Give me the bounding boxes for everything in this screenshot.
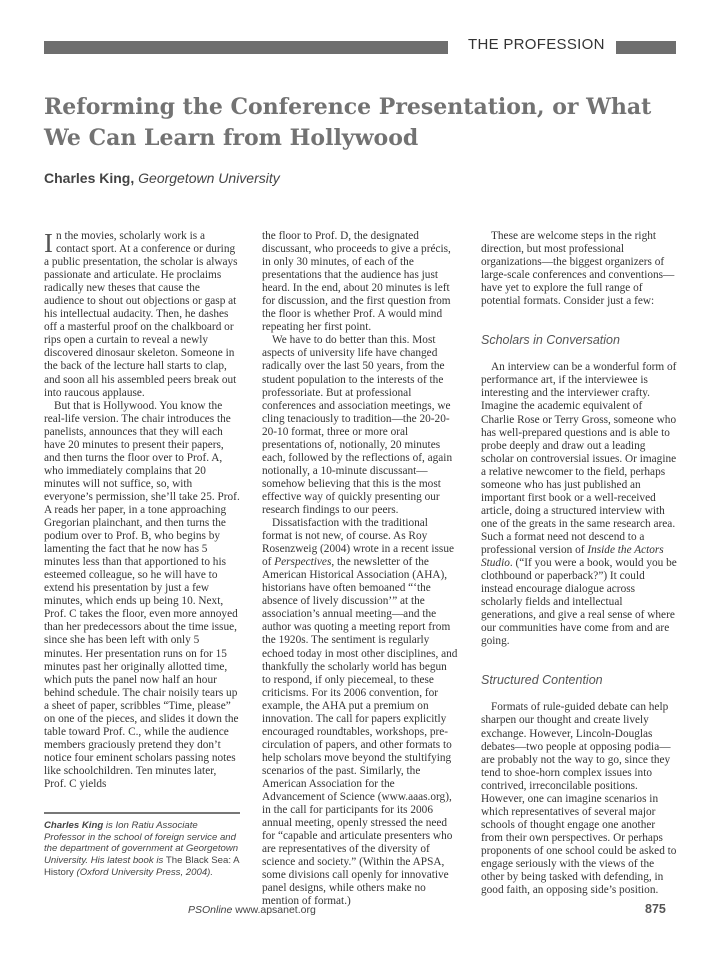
author-name: Charles King, [44,170,135,186]
paragraph: We have to do better than this. Most aspects of university life have changed radically over the last 50 years, from the student population to the interests of the professoriate. But at professional conferences and association meetings, we cling tenaciously to tradition—the 20-20-20-10 format, three or more oral presentations of, notionally, 20 minutes each, followed by the reflections of, again notionally, a 10-minute discussant—somehow believing that this is the most effective way of quickly presenting our research findings to our peers. [262,334,453,516]
paragraph [262,517,458,908]
column-2 [262,230,458,908]
paragraph: Formats of rule-guided debate can help sharpen our thought and create lively exchange. However, Lincoln-Douglas debates—two people at opposing podia—are probably not the way to go, since they tend to shoe-horn complex issues into contrived, irreconcilable positions. However, one can imagine scenarios in which representatives of several major schools of thought engage one another from their own perspectives. Or perhaps proponents of one school could be asked to engage seriously with the views of the other by being tasked with defending, in good faith, an opposing side’s position. [481,701,677,897]
paragraph: the floor to Prof. D, the designated discussant, who proceeds to give a précis, in only 30 minutes, of each of the presentations that the audience has just heard. In the end, about 20 minutes is left for discussion, and the first question from the floor is whether Prof. A would mind repeating her first point. [262,230,451,334]
paragraph-text: , the newsletter of the American Historical Association (AHA), historians have often bemoaned “‘the absence of lively discussion’” at the association’s annual meeting—and the author was quoting a meeting report from the 1920s. The sentiment is regularly echoed today in most other disciplines, and thankfully the scholarly world has begun to respond, if only piecemeal, to these criticisms. For its 2006 convention, for example, the AHA put a premium on innovation. The call for papers explicitly encouraged roundtables, workshops, pre-circulation of papers, and other formats to help scholars move beyond the stultifying scenarios of the past. Similarly, the American Association for the Advancement of Science (www.aaas.org), in the call for participants for its 2006 annual meeting, openly stressed the need for “capable and articulate presenters who are representatives of the diversity of science and society.” (Within the APSA, some divisions call openly for innovative panel designs, while others make no mention of format.) [262,556,458,908]
publication-title: Perspectives [274,556,332,569]
article-title: Reforming the Conference Presentation, or What We Can Learn from Hollywood [44,94,652,151]
page-number: 875 [645,902,666,916]
footnote-divider [44,812,240,814]
author-affiliation: Georgetown University [138,170,280,186]
header-rule-right [616,41,676,54]
footnote-text: (Oxford University Press, 2004). [73,866,214,878]
subhead-scholars-in-conversation: Scholars in Conversation [481,333,620,348]
paragraph: These are welcome steps in the right direction, but most professional organizations—the biggest organizers of large-scale conferences and conventions—have yet to explore the full range of potential formats. Consider just a few: [481,230,675,308]
show-title: Inside the Actors Studio [481,543,664,570]
footer-url: www.apsanet.org [232,904,316,916]
header-rule-left [44,41,448,54]
drop-cap: I [44,228,53,258]
section-label: THE PROFESSION [468,36,605,53]
footnote-text: is Ion Ratiu Associate Professor in the school of foreign service and the department of government at Georgetown University. His latest book is [44,820,239,867]
paragraph [481,361,677,648]
paragraph-text: Dissatisfaction with the traditional format is not new, of course. As Roy Rosenzweig (2004) wrote in a recent issue of [262,517,454,569]
footnote-book-title: The Black Sea: A History [44,855,239,878]
footnote-author-name: Charles King [44,820,104,831]
paragraph-text: An interview can be a wonderful form of performance art, if the interviewee is interesting and the interviewer crafty. Imagine the academic equivalent of Charlie Rose or Terry Gross, someone who has well-prepared questions and is able to probe deeply and draw out a leading scholar on controversial issues. Or imagine a relative newcomer to the field, perhaps someone who has just published an important first book or a well-received article, doing a structured interview with one of the greats in the same research area. Such a format need not descend to a professional version of [481,361,677,556]
footer-website [188,904,316,916]
paragraph-text: . (“If you were a book, would you be clothbound or paperback?”) It could instead encourage dialogue across scholarly fields and intellectual generations, and give a real sense of where our communities have come from and are going. [481,557,677,648]
column-3 [481,230,677,897]
paragraph [44,230,240,400]
paragraph: But that is Hollywood. You know the real-life version. The chair introduces the panelists, announces that they will each have 20 minutes to present their papers, and then turns the floor over to Prof. A, who immediately complains that 20 minutes will not suffice, so, with everyone’s permission, she’ll take 25. Prof. A reads her paper, in a tone approaching Gregorian plainchant, and then turns the podium over to Prof. B, who begins by lamenting the fact that he now has 5 minutes less than that apportioned to his esteemed colleague, so he will have to extend his presentation by just a few minutes, which ends up being 10. Next, Prof. C takes the floor, even more annoyed than her predecessors about the time issue, since she has been left with only 5 minutes. Her presentation runs on for 15 minutes past her originally allotted time, which puts the panel now half an hour behind schedule. The chair noisily tears up a sheet of paper, scribbles “Time, please” on one of the pieces, and slides it down the table toward Prof. C., while the audience members graciously pretend they don’t notice four eminent scholars passing notes like schoolchildren. Ten minutes later, Prof. C yields [44,399,240,790]
footer-journal: PSOnline [188,904,233,916]
byline [44,170,280,186]
column-1 [44,230,240,791]
author-footnote [44,820,240,879]
subhead-structured-contention: Structured Contention [481,673,603,688]
paragraph-text: n the movies, scholarly work is a contact sport. At a conference or during a public presentation, the scholar is always passionate and articulate. He proclaims radically new theses that cause the audience to shout out objections or gasp at his intellectual audacity. Then, he dashes off a masterful proof on the chalkboard or rips open a curtain to reveal a newly discovered dinosaur skeleton. Someone in the back of the lecture hall starts to clap, and soon all his assembled peers break out into raucous applause. [44,230,238,399]
